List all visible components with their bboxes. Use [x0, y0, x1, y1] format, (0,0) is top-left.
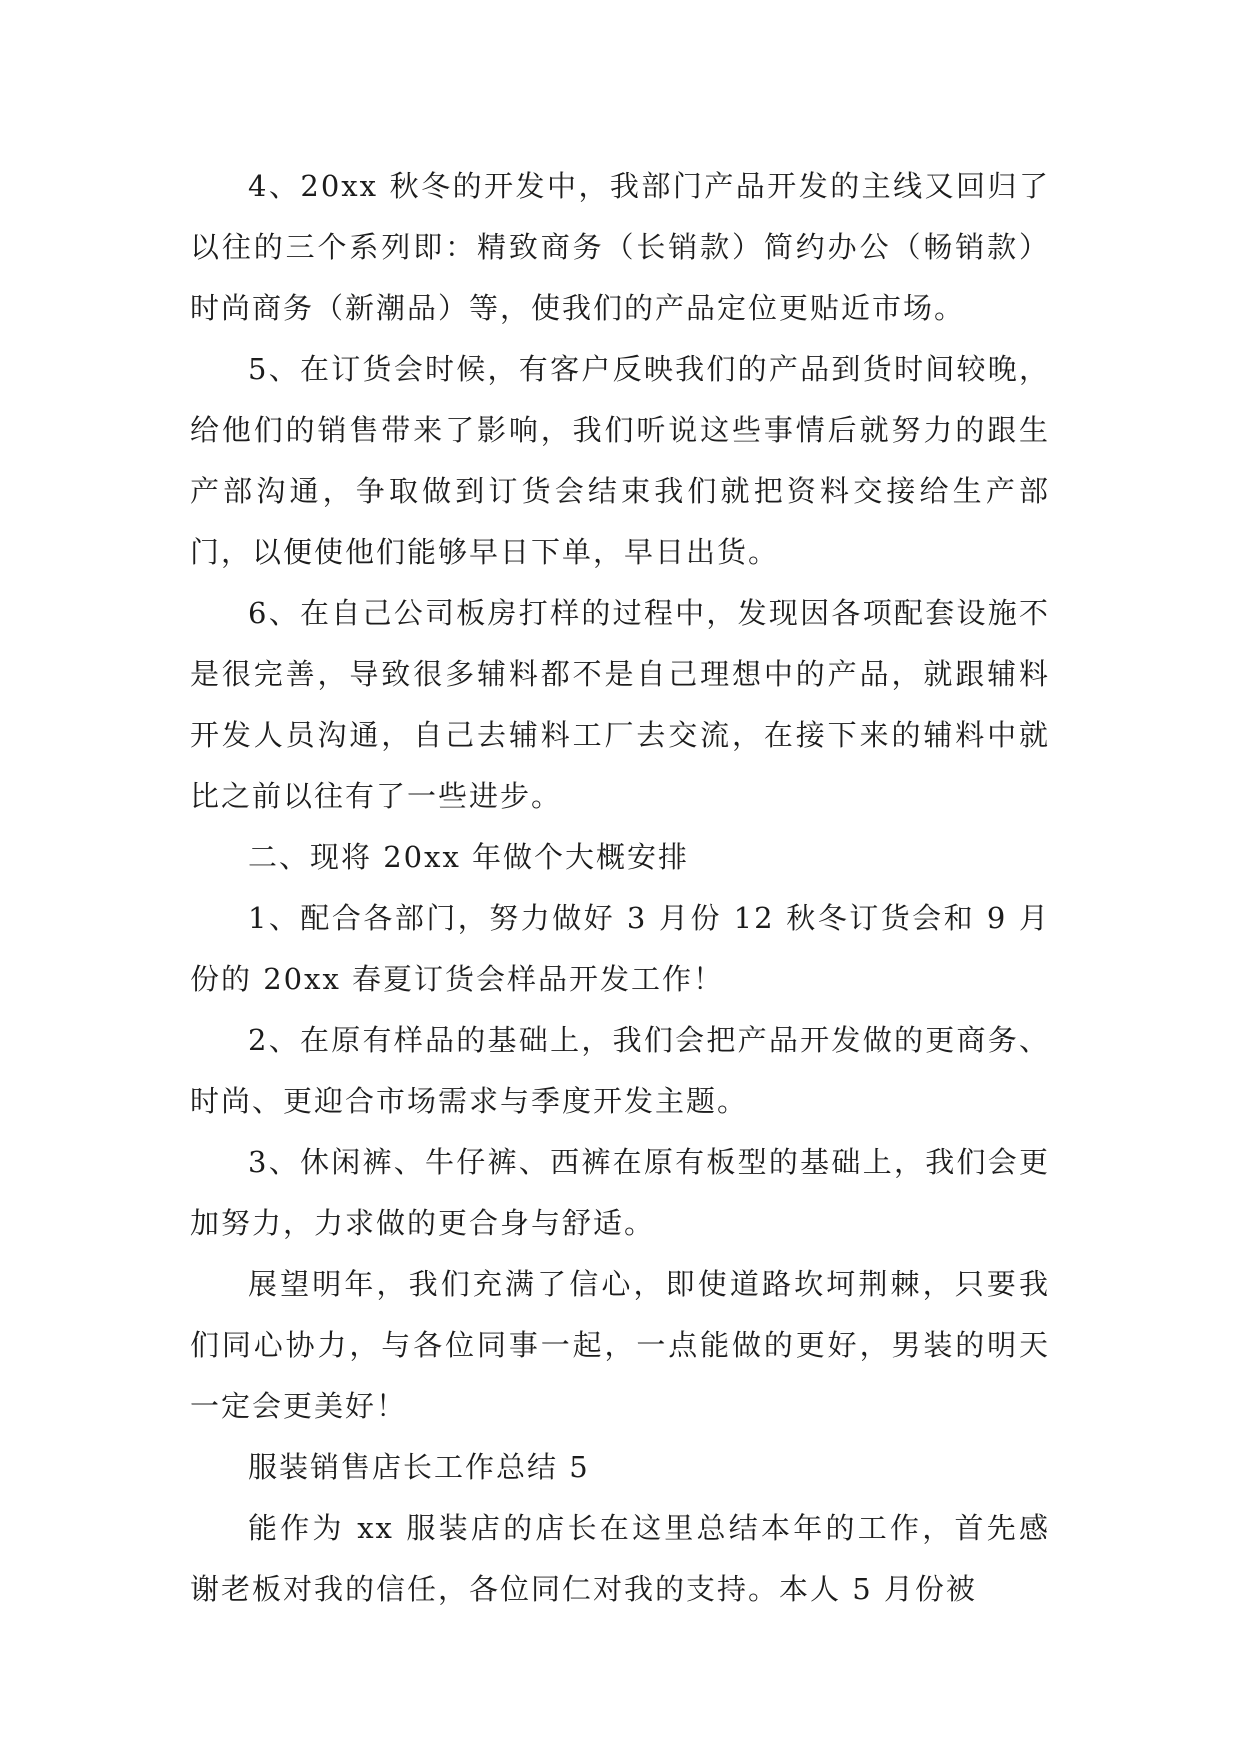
paragraph-item-6: 6、在自己公司板房打样的过程中，发现因各项配套设施不是很完善，导致很多辅料都不是自己理想中的产品，就跟辅料开发人员沟通，自己去辅料工厂去交流，在接下来的辅料中就比之前以往有了一些进步。	[190, 596, 1050, 813]
document-body	[190, 156, 1050, 1620]
paragraph-item-5: 5、在订货会时候，有客户反映我们的产品到货时间较晚，给他们的销售带来了影响，我们听说这些事情后就努力的跟生产部沟通，争取做到订货会结束我们就把资料交接给生产部门，以便使他们能够早日下单，早日出货。	[190, 352, 1050, 569]
section-heading-plan: 二、现将 20xx 年做个大概安排	[248, 840, 690, 874]
plan-item-3: 3、休闲裤、牛仔裤、西裤在原有板型的基础上，我们会更加努力，力求做的更合身与舒适。	[190, 1145, 1050, 1240]
summary-intro-paragraph: 能作为 xx 服装店的店长在这里总结本年的工作，首先感谢老板对我的信任，各位同仁对我的支持。本人 5 月份被	[190, 1511, 1050, 1606]
outlook-paragraph: 展望明年，我们充满了信心，即使道路坎坷荆棘，只要我们同心协力，与各位同事一起，一点能做的更好，男装的明天一定会更美好！	[190, 1267, 1050, 1423]
plan-item-1: 1、配合各部门，努力做好 3 月份 12 秋冬订货会和 9 月份的 20xx 春夏订货会样品开发工作！	[190, 901, 1050, 996]
plan-item-2: 2、在原有样品的基础上，我们会把产品开发做的更商务、时尚、更迎合市场需求与季度开发主题。	[190, 1023, 1050, 1118]
paragraph-item-4: 4、20xx 秋冬的开发中，我部门产品开发的主线又回归了以往的三个系列即：精致商务（长销款）简约办公（畅销款）时尚商务（新潮品）等，使我们的产品定位更贴近市场。	[190, 169, 1050, 325]
summary-title: 服装销售店长工作总结 5	[248, 1450, 590, 1484]
